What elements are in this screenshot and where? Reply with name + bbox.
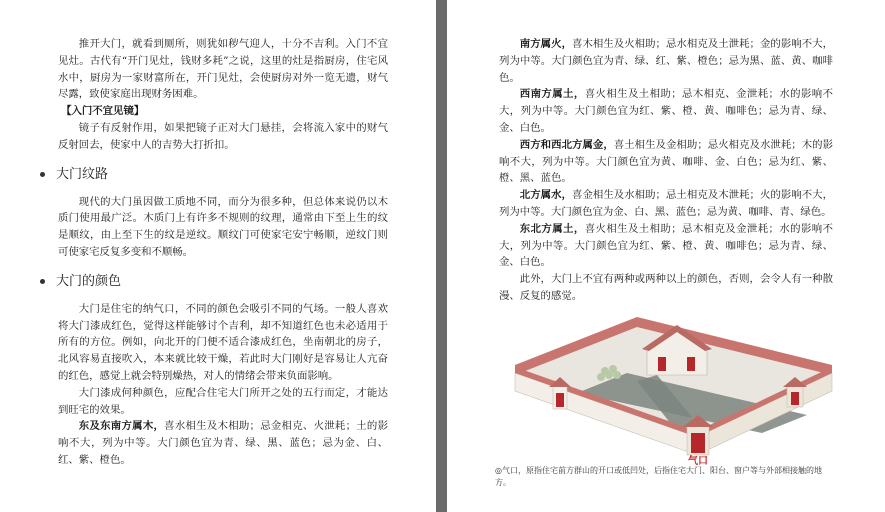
direction-south-text: 喜木相生及火相助；忌水相克及土泄耗；金的影响不大，列为中等。大门颜色宜为青、绿、红、紫、橙色；忌为黑、蓝、黄、咖啡色。	[499, 38, 834, 84]
right-page	[447, 0, 885, 512]
paragraph-east-wood	[58, 418, 388, 468]
direction-northeast-text: 喜火相生及土相助；忌木相克及金泄耗；水的影响不大，列为中等。大门颜色宜为红、紫、橙、黄、咖啡色；忌为青、绿、金、白色。	[499, 222, 833, 269]
paragraph-mirror: 镜子有反射作用，如果把镜子正对大门悬挂，会将流入家中的财气反射回去，使家中人的吉势大打折扣。	[58, 121, 388, 151]
house-window	[658, 357, 666, 371]
direction-north-text: 喜金相生及水相助；忌土相克及木泄耗；火的影响不大，列为中等。大门颜色宜为金、白、黑、蓝色；忌为黄、咖啡、青、绿色。	[499, 189, 834, 218]
bullet-icon	[40, 172, 45, 177]
house-window	[687, 357, 695, 371]
paragraph-west-metal	[499, 137, 833, 187]
direction-east-text: 喜水相生及木相助；忌金相克、火泄耗；土的影响不大，列为中等。大门颜色宜为青、绿、黑、蓝色；忌为金、白、红、紫、橙色。	[58, 420, 388, 466]
direction-southwest-label: 西南方属土，	[519, 88, 585, 101]
direction-southwest-text: 喜火相生及土相助；忌木相克、金泄耗；水的影响不大，列为中等。大门颜色宜为红、紫、橙、黄、咖啡色；忌为青、绿、金、白色。	[499, 88, 833, 134]
right-door	[791, 392, 799, 405]
section-heading-door-color: 大门的颜色	[40, 273, 388, 291]
section-heading-door-grain: 大门纹路	[40, 166, 388, 184]
main-door	[691, 433, 705, 453]
paragraph-south-fire	[499, 36, 833, 86]
paragraph-southwest-earth	[499, 86, 833, 136]
bullet-icon	[40, 279, 45, 284]
figure-caption: ◎气口，原指住宅前方群山的开口或低凹处，后指住宅大门、阳台、窗户等与外部相接触的地方。	[495, 465, 822, 487]
direction-northeast-label: 东北方属土，	[519, 222, 585, 235]
courtyard-svg	[507, 315, 837, 465]
paragraph-northeast-earth	[499, 221, 833, 271]
direction-north-label: 北方属水，	[519, 189, 573, 202]
direction-east-label: 东及东南方属木，	[78, 420, 165, 433]
qikou-label: 气口	[688, 455, 708, 465]
paragraph-door-colors-note: 此外，大门上不宜有两种或两种以上的颜色，否则，会令人有一种散漫、反复的感觉。	[499, 273, 833, 302]
page-gutter	[436, 0, 447, 512]
direction-west-text: 喜土相生及金相助；忌火相克及水泄耗；木的影响不大，列为中等。大门颜色宜为黄、咖啡、金、白色；忌为红、紫、橙、黑、蓝色。	[499, 138, 834, 185]
direction-west-label: 西方和西北方属金，	[519, 138, 614, 151]
paragraph-toilet-stove: 推开大门，就看到厕所，则犹如秽气迎人，十分不吉利。入门不宜见灶。古代有“开门见灶，钱财多耗”之说，这里的灶是指厨房，住宅风水中，厨房为一家财富所在，开门见灶，会使厨房对外一览无遗，财气尽露，致使家庭出现财务困难。	[58, 38, 388, 101]
left-page	[0, 0, 436, 512]
paragraph-door-color: 大门是住宅的纳气口，不同的颜色会吸引不同的气场。一般人喜欢将大门漆成红色，觉得这样能够讨个吉利，却不知道红色也未必适用于所有的方位。例如，向北开的门便不适合漆成红色，坐南朝北的房子，北风容易直接吹入，本来就比较干燥，若此时大门刚好是容易让人亢奋的红色，感觉上就会特别燥热，对人的情绪会带来负面影响。	[58, 302, 388, 382]
courtyard-illustration	[507, 315, 837, 465]
left-door	[556, 393, 564, 407]
direction-south-label: 南方属火，	[519, 38, 573, 50]
paragraph-door-grain: 现代的大门虽因做工质地不同，而分为很多种，但总体来说仍以木质门使用最广泛。木质门上有许多不规则的纹理，通常由下至上生的纹是顺纹，由上至下生的纹是逆纹。顺纹门可使家宅安宁畅顺，逆纹门则可使家宅反复多变和不顺畅。	[58, 195, 388, 258]
paragraph-five-elements: 大门漆成何种颜色，应配合住宅大门所开之处的五行而定，才能达到旺宅的效果。	[58, 386, 388, 416]
paragraph-north-water	[499, 187, 833, 221]
subheading-mirror: 【入门不宜见镜】	[61, 105, 145, 118]
